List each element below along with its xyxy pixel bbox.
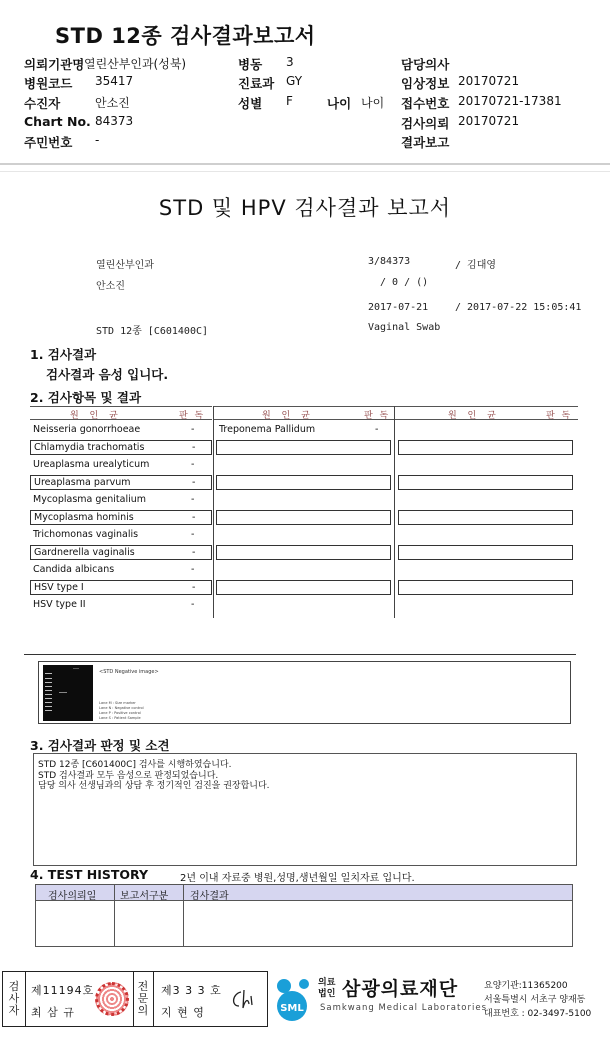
meta-label-institution: 의뢰기관명 xyxy=(24,57,85,72)
gel-photo xyxy=(43,665,93,721)
empty-row xyxy=(216,510,391,525)
history-divider xyxy=(183,885,184,946)
org-prefix: 의료법인 xyxy=(318,978,336,999)
empty-row xyxy=(216,580,391,595)
table-row xyxy=(30,580,212,595)
organism-result: - xyxy=(192,512,196,523)
empty-row xyxy=(216,475,391,490)
lane-label xyxy=(73,668,79,669)
specialist-cert-no: 제3 3 3 호 xyxy=(161,984,222,997)
report-hospital: 열린산부인과 xyxy=(96,260,154,271)
meta-label-department: 진료과 xyxy=(238,76,275,91)
meta-value-sex: F xyxy=(286,94,293,108)
results-column-2 xyxy=(214,406,396,618)
header-organism: 원 인 균 xyxy=(70,411,122,421)
result-summary: 검사결과 음성 입니다. xyxy=(46,367,169,382)
meta-value-hospital-code: 35417 xyxy=(95,74,134,88)
meta-label-ward: 병동 xyxy=(238,57,263,72)
empty-row xyxy=(398,580,573,595)
header-organism: 원 인 균 xyxy=(448,411,500,421)
header-result: 판 독 xyxy=(546,411,573,421)
section-2-heading: 2. 검사항목 및 결과 xyxy=(30,390,142,405)
report-footer xyxy=(0,970,610,1030)
organism-result: - xyxy=(191,424,195,435)
org-phone: 대표번호 : 02-3497-5100 xyxy=(484,1009,592,1019)
history-divider xyxy=(114,885,115,946)
meta-label-resident-no: 주민번호 xyxy=(24,135,73,150)
meta-label-clinical-info: 임상정보 xyxy=(401,76,450,91)
table-row xyxy=(30,458,212,473)
comment-line: 담당 의사 선생님과의 상담 후 정기적인 검진을 권장합니다. xyxy=(38,781,270,791)
table-row xyxy=(30,545,212,560)
meta-value-institution: 열린산부인과(성북) xyxy=(84,57,187,71)
report-specimen: Vaginal Swab xyxy=(368,322,441,333)
organism-name: Ureaplasma parvum xyxy=(34,477,131,488)
empty-row xyxy=(216,545,391,560)
page-title: STD 12종 검사결과보고서 xyxy=(55,24,316,48)
signature-divider xyxy=(153,972,154,1026)
organism-result: - xyxy=(375,424,379,435)
comment-line: STD 12종 [C601400C] 검사를 시행하였습니다. xyxy=(38,760,232,770)
history-col-request-date: 검사의뢰일 xyxy=(48,891,97,902)
meta-label-sex: 성별 xyxy=(238,96,263,111)
organism-name: HSV type II xyxy=(33,599,86,610)
meta-value-resident-no: - xyxy=(95,133,100,147)
column-header xyxy=(30,406,212,420)
meta-label-request-date: 검사의뢰 xyxy=(401,116,450,131)
meta-label-accession: 접수번호 xyxy=(401,96,450,111)
marker-band xyxy=(45,673,52,674)
column-header xyxy=(214,406,396,420)
header-divider xyxy=(0,163,610,165)
marker-band xyxy=(45,678,52,679)
org-english: Samkwang Medical Laboratories xyxy=(320,1003,488,1013)
comment-box xyxy=(33,753,577,866)
meta-label-result-report: 결과보고 xyxy=(401,135,450,150)
sml-logo-icon xyxy=(272,976,318,1022)
results-column-3 xyxy=(396,406,578,618)
organism-name: Trichomonas vaginalis xyxy=(33,529,139,540)
section-3-heading: 3. 검사결과 판정 및 소견 xyxy=(30,738,170,753)
table-row xyxy=(30,493,212,508)
organism-result: - xyxy=(191,529,195,540)
history-table xyxy=(35,884,573,947)
marker-band xyxy=(45,682,52,683)
meta-label-doctor: 담당의사 xyxy=(401,57,450,72)
organism-result: - xyxy=(191,494,195,505)
organism-name: Ureaplasma urealyticum xyxy=(33,459,150,470)
results-column-1 xyxy=(30,406,212,618)
empty-row xyxy=(398,475,573,490)
column-header xyxy=(396,406,578,420)
organism-result: - xyxy=(192,582,196,593)
table-row xyxy=(30,475,212,490)
report-date-reported: / 2017-07-22 15:05:41 xyxy=(455,302,582,313)
sample-band xyxy=(59,692,67,693)
specialist-role: 전문의 xyxy=(137,980,149,1017)
history-col-result: 검사결과 xyxy=(190,891,229,902)
table-row xyxy=(30,423,212,438)
table-row xyxy=(30,598,212,613)
history-note: 2년 이내 자료중 병원,성명,생년월일 일치자료 입니다. xyxy=(180,873,415,884)
meta-value-clinical-info: 20170721 xyxy=(458,74,520,88)
organism-result: - xyxy=(192,442,196,453)
column-divider xyxy=(394,406,395,618)
tester-role: 검사자 xyxy=(8,980,20,1017)
logo-text: SML xyxy=(280,1003,304,1014)
organism-name: HSV type I xyxy=(34,582,84,593)
signature-divider xyxy=(133,972,134,1026)
table-row xyxy=(30,563,212,578)
seal-stamp xyxy=(95,982,129,1016)
organism-name: Treponema Pallidum xyxy=(219,424,316,435)
meta-label-chart-no: Chart No. xyxy=(24,114,91,129)
empty-row xyxy=(398,510,573,525)
tester-cert-no: 제11194호 xyxy=(31,984,95,997)
results-table xyxy=(30,406,578,618)
gel-image xyxy=(38,661,571,724)
header-result: 판 독 xyxy=(364,411,391,421)
table-row xyxy=(30,440,212,455)
report-ward-chart: 3/84373 xyxy=(368,256,411,267)
gel-legend-item: Lane S : Patient Sample xyxy=(99,716,141,720)
organism-name: Neisseria gonorrhoeae xyxy=(33,424,141,435)
history-table-header xyxy=(36,885,572,901)
section-1-heading: 1. 검사결과 xyxy=(30,347,97,362)
marker-band xyxy=(45,698,52,699)
report-doctor: / 김대영 xyxy=(455,260,497,271)
report-age-info: / 0 / () xyxy=(380,277,429,288)
report-patient: 안소진 xyxy=(96,281,125,292)
table-row xyxy=(30,528,212,543)
signature-box xyxy=(2,971,268,1027)
gel-caption: <STD Negative image> xyxy=(99,669,159,675)
organism-name: Mycoplasma hominis xyxy=(34,512,134,523)
meta-label-hospital-code: 병원코드 xyxy=(24,76,73,91)
report-title: STD 및 HPV 검사결과 보고서 xyxy=(158,196,452,220)
gel-legend-item: Lane P : Positive control xyxy=(99,711,141,715)
comment-line: STD 검사결과 모두 음성으로 판정되었습니다. xyxy=(38,770,219,781)
tester-name: 최 삼 규 xyxy=(31,1006,75,1019)
marker-band xyxy=(45,694,52,695)
meta-label-age: 나이 xyxy=(327,96,352,111)
empty-row xyxy=(398,440,573,455)
meta-value-request-date: 20170721 xyxy=(458,114,520,128)
report-date-received: 2017-07-21 xyxy=(368,302,429,313)
marker-band xyxy=(45,686,52,687)
organism-result: - xyxy=(191,599,195,610)
organism-result: - xyxy=(192,547,196,558)
gel-legend-item: Lane N : Negative control xyxy=(99,706,144,710)
marker-band xyxy=(45,690,52,691)
organism-name: Gardnerella vaginalis xyxy=(34,547,135,558)
table-row xyxy=(30,510,212,525)
meta-value-age: 나이 xyxy=(361,96,385,110)
gel-divider xyxy=(24,654,576,655)
marker-band xyxy=(45,710,52,711)
organism-name: Mycoplasma genitalium xyxy=(33,494,147,505)
report-test-code: STD 12종 [C601400C] xyxy=(96,326,209,337)
organism-name: Candida albicans xyxy=(33,564,115,575)
org-address: 서울특별시 서초구 양재동 xyxy=(484,995,586,1005)
signature-divider xyxy=(25,972,26,1026)
header-result: 판 독 xyxy=(179,411,206,421)
meta-value-chart-no: 84373 xyxy=(95,114,134,128)
meta-label-patient: 수진자 xyxy=(24,96,61,111)
org-code: 요양기관:11365200 xyxy=(484,981,568,991)
org-name: 삼광의료재단 xyxy=(342,978,459,1000)
gel-legend-item: Lane M : Size marker xyxy=(99,701,136,705)
table-row xyxy=(214,423,396,438)
handwritten-signature xyxy=(229,986,261,1012)
organism-name: Chlamydia trachomatis xyxy=(34,442,145,453)
meta-value-ward: 3 xyxy=(286,55,294,69)
specialist-name: 지 현 영 xyxy=(161,1006,205,1019)
marker-band xyxy=(45,702,52,703)
report-document xyxy=(0,171,610,961)
meta-value-patient: 안소진 xyxy=(95,96,130,110)
empty-row xyxy=(398,545,573,560)
organism-result: - xyxy=(192,477,196,488)
section-4-heading: 4. TEST HISTORY xyxy=(30,867,149,882)
organism-result: - xyxy=(191,564,195,575)
organism-result: - xyxy=(191,459,195,470)
empty-row xyxy=(216,440,391,455)
meta-value-accession: 20170721-17381 xyxy=(458,94,562,108)
report-header xyxy=(0,0,610,165)
marker-band xyxy=(45,706,52,707)
meta-value-department: GY xyxy=(286,74,303,88)
header-organism: 원 인 균 xyxy=(262,411,314,421)
history-col-report-type: 보고서구분 xyxy=(120,891,169,902)
